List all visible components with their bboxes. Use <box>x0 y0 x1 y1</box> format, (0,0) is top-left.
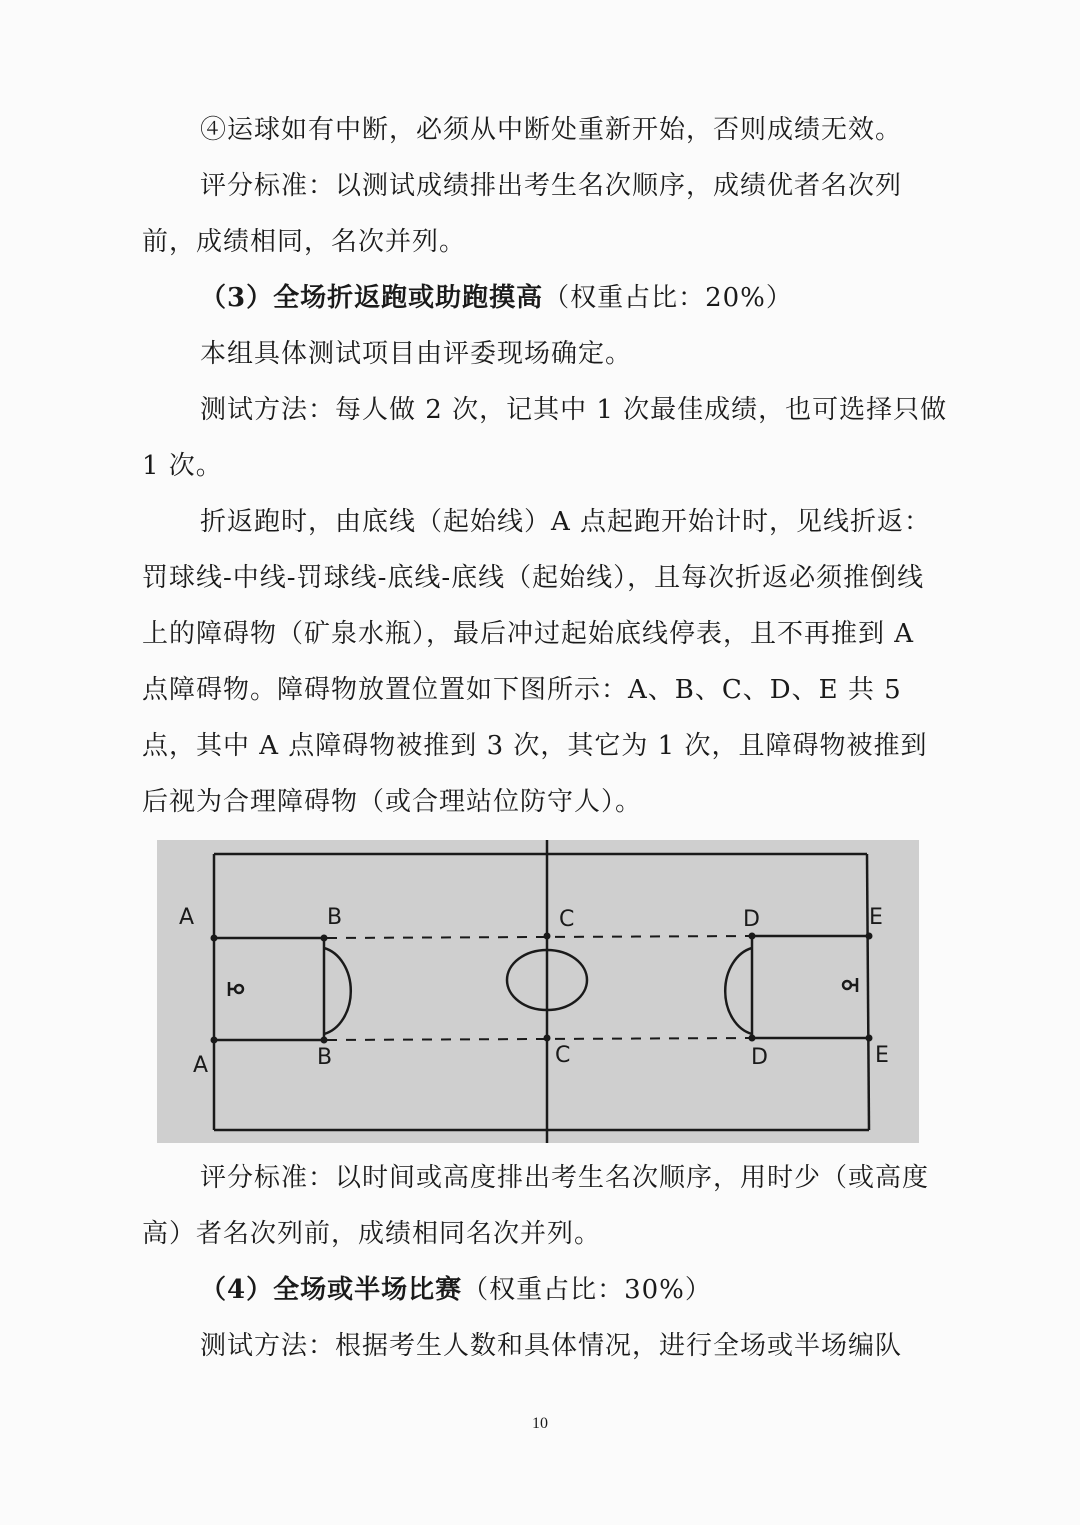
point-a-bottom <box>211 1037 218 1044</box>
section-heading-4 <box>142 1262 948 1318</box>
label-a-top: A <box>179 905 195 930</box>
label-a-bottom: A <box>193 1053 209 1078</box>
section-heading-3-weight: （权重占比：20%） <box>543 283 793 313</box>
paragraph-dribble-interruption: ④运球如有中断，必须从中断处重新开始，否则成绩无效。 <box>200 115 903 145</box>
point-b-top <box>321 935 328 942</box>
paragraph-test-method-2: 测试方法：根据考生人数和具体情况，进行全场或半场编队 <box>200 1331 903 1361</box>
court-right-line <box>867 854 869 1130</box>
point-c-bottom <box>544 1035 551 1042</box>
label-b-top: B <box>327 905 343 930</box>
right-basket-rim <box>843 981 851 989</box>
page-number: 10 <box>532 1415 548 1432</box>
point-a-top <box>211 935 218 942</box>
paragraph-test-method-1: 测试方法：每人做 2 次，记其中 1 次最佳成绩，也可选择只做 1 次。 <box>142 395 948 481</box>
court-diagram-svg <box>157 840 919 1143</box>
left-free-throw-arc <box>324 948 351 1034</box>
paragraph-shuttle-run-description: 折返跑时，由底线（起始线）A 点起跑开始计时，见线折返：罚球线-中线-罚球线-底线-底线（起始线），且每次折返必须推倒线上的障碍物（矿泉水瓶），最后冲过起始底线停表，且不再推到 A 点障碍物。障碍物放置位置如下图所示：A、B、C、D、E 共 5 点，其中 A 点障碍物被推到 3 次，其它为 1 次，且障碍物被推到后视为合理障碍物（或合理站位防守人）。 <box>142 507 932 817</box>
label-c-bottom: C <box>555 1043 571 1068</box>
label-e-top: E <box>869 905 883 930</box>
paragraph-scoring-standard-1: 评分标准：以测试成绩排出考生名次顺序，成绩优者名次列前，成绩相同，名次并列。 <box>142 171 903 257</box>
point-d-bottom <box>749 1035 756 1042</box>
label-e-bottom: E <box>875 1043 889 1068</box>
point-e-bottom <box>866 1035 873 1042</box>
section-heading-3 <box>142 270 948 326</box>
point-b-bottom <box>321 1037 328 1044</box>
paragraph-scoring-standard-2: 评分标准：以时间或高度排出考生名次顺序，用时少（或高度高）者名次列前，成绩相同名次并列。 <box>142 1163 930 1249</box>
left-basket-rim <box>235 985 243 993</box>
label-d-top: D <box>743 907 760 932</box>
label-b-bottom: B <box>317 1045 333 1070</box>
point-e-top <box>866 933 873 940</box>
point-d-top <box>749 933 756 940</box>
court-diagram <box>157 840 919 1143</box>
right-free-throw-arc <box>725 948 752 1034</box>
label-c-top: C <box>559 907 575 932</box>
dashed-line-bottom <box>327 1038 752 1040</box>
section-heading-4-title: （4）全场或半场比赛 <box>200 1275 463 1305</box>
dashed-line-top <box>327 936 752 938</box>
point-c-top <box>544 933 551 940</box>
section-heading-4-weight: （权重占比：30%） <box>462 1275 712 1305</box>
section-heading-3-title: （3）全场折返跑或助跑摸高 <box>200 283 544 313</box>
paragraph-test-decided-by-judges: 本组具体测试项目由评委现场确定。 <box>200 339 633 369</box>
label-d-bottom: D <box>751 1045 768 1070</box>
